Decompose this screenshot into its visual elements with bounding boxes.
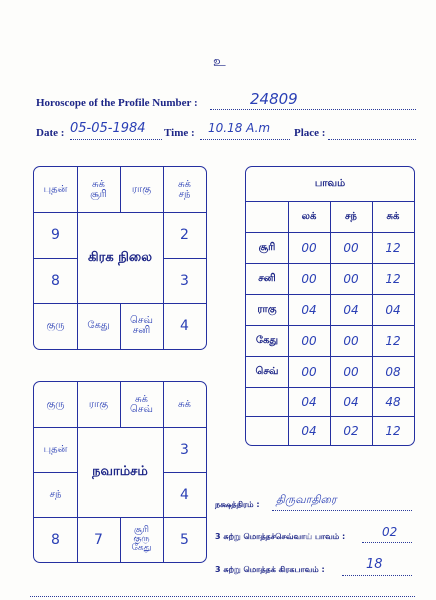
bhava-cell: 00 bbox=[343, 271, 359, 286]
bhava-cell: 00 bbox=[343, 333, 359, 348]
bottom-dotted-border bbox=[30, 596, 415, 597]
time-dotted-line bbox=[200, 139, 290, 140]
bhava-cell: 12 bbox=[385, 271, 401, 286]
bhava-cell: 04 bbox=[343, 302, 359, 317]
sevvai-bhava-value: 02 bbox=[382, 525, 398, 539]
bhava-cell: 02 bbox=[343, 423, 359, 438]
rasi-cell-r2c3: 3 bbox=[180, 272, 189, 289]
rasi-cell-r0c3: சுக் சந் bbox=[178, 178, 191, 200]
bhava-table bbox=[245, 166, 415, 446]
bhava-cell: 12 bbox=[385, 240, 401, 255]
navamsa-cell-r3c3: 5 bbox=[180, 531, 189, 548]
bhava-row-planet: ராகு bbox=[257, 303, 277, 315]
rasi-cell-r1c3: 2 bbox=[180, 227, 189, 243]
bhava-row-planet: செவ் bbox=[255, 365, 279, 377]
bhava-cell: 00 bbox=[301, 333, 317, 348]
bhava-cell: 04 bbox=[343, 394, 359, 409]
bhava-row-planet: சூரி bbox=[258, 241, 276, 253]
time-label: Time : bbox=[164, 127, 195, 139]
star-value: திருவாதிரை bbox=[276, 493, 337, 506]
rasi-cell-r2c0: 8 bbox=[51, 272, 60, 289]
bhava-col-header: லக் bbox=[301, 210, 317, 222]
bhava-cell: 48 bbox=[385, 394, 401, 409]
navamsa-cell-r0c3: சுக் bbox=[178, 398, 191, 410]
rasi-cell-r0c1: சுக் சூரி bbox=[90, 178, 107, 200]
profile-number: 24809 bbox=[250, 90, 298, 108]
navamsa-cell-r2c3: 4 bbox=[180, 486, 189, 503]
rasi-cell-r3c3: 4 bbox=[180, 318, 189, 334]
star-label: நக்ஷத்திரம் : bbox=[215, 500, 260, 509]
rasi-chart bbox=[33, 166, 207, 350]
graha-dotted-line bbox=[342, 575, 412, 576]
sevvai-dotted-line bbox=[362, 542, 412, 543]
navamsa-cell-r0c2: சுக் செவ் bbox=[130, 393, 153, 415]
rasi-cell-r3c1: கேது bbox=[87, 320, 110, 331]
bhava-cell: 04 bbox=[301, 394, 317, 409]
rasi-cell-r0c2: ராகு bbox=[131, 183, 152, 195]
navamsa-cell-r3c0: 8 bbox=[51, 531, 60, 548]
bhava-cell: 04 bbox=[385, 302, 401, 317]
place-label: Place : bbox=[294, 127, 326, 139]
rasi-cell-r1c0: 9 bbox=[51, 227, 60, 243]
rasi-cell-r3c2: செவ் சனி bbox=[130, 315, 153, 336]
rasi-cell-r3c0: குரு bbox=[46, 320, 65, 331]
graha-bhava-value: 18 bbox=[366, 557, 383, 572]
top-mark: உ bbox=[213, 54, 226, 70]
date-label: Date : bbox=[36, 127, 65, 139]
bhava-col-header: சந் bbox=[345, 210, 357, 222]
date-dotted-line bbox=[70, 139, 162, 140]
navamsa-chart-title: நவாம்சம் bbox=[92, 464, 148, 479]
profile-dotted-line bbox=[210, 109, 416, 110]
bhava-cell: 12 bbox=[385, 423, 401, 438]
rasi-chart-title: கிரக நிலை bbox=[87, 249, 153, 265]
bhava-cell: 12 bbox=[385, 333, 401, 348]
graha-bhava-label: 3 சுற்று மொத்தக் கிரகபாவம் : bbox=[215, 565, 325, 574]
sevvai-bhava-label: 3 சுற்று மொத்தச்செவ்வாய் பாவம் : bbox=[215, 532, 346, 541]
bhava-cell: 08 bbox=[385, 364, 401, 379]
bhava-cell: 00 bbox=[301, 240, 317, 255]
navamsa-cell-r3c1: 7 bbox=[94, 531, 103, 548]
bhava-row-planet: சனி bbox=[258, 272, 276, 284]
navamsa-cell-r0c0: குரு bbox=[46, 398, 65, 410]
navamsa-chart bbox=[33, 381, 207, 563]
bhava-cell: 04 bbox=[301, 423, 317, 438]
bhava-cell: 00 bbox=[343, 240, 359, 255]
time-value: 10.18 A.m bbox=[208, 121, 271, 135]
navamsa-cell-r0c1: ராகு bbox=[88, 398, 109, 410]
navamsa-cell-r3c2: சூரி குரு கேது bbox=[131, 525, 152, 553]
navamsa-cell-r2c0: சந் bbox=[49, 488, 62, 500]
bhava-cell: 00 bbox=[343, 364, 359, 379]
bhava-cell: 04 bbox=[301, 302, 317, 317]
star-dotted-line bbox=[272, 510, 412, 511]
bhava-cell: 00 bbox=[301, 271, 317, 286]
bhava-row-planet: கேது bbox=[255, 334, 279, 346]
bhava-title: பாவம் bbox=[314, 178, 346, 189]
profile-label: Horoscope of the Profile Number : bbox=[36, 97, 198, 109]
date-value: 05-05-1984 bbox=[70, 121, 146, 136]
navamsa-cell-r1c0: புதன் bbox=[43, 443, 68, 455]
bhava-cell: 00 bbox=[301, 364, 317, 379]
bhava-col-header: சுக் bbox=[386, 210, 400, 222]
navamsa-cell-r1c3: 3 bbox=[180, 441, 189, 458]
place-dotted-line bbox=[328, 139, 416, 140]
rasi-cell-r0c0: புதன் bbox=[43, 183, 68, 195]
